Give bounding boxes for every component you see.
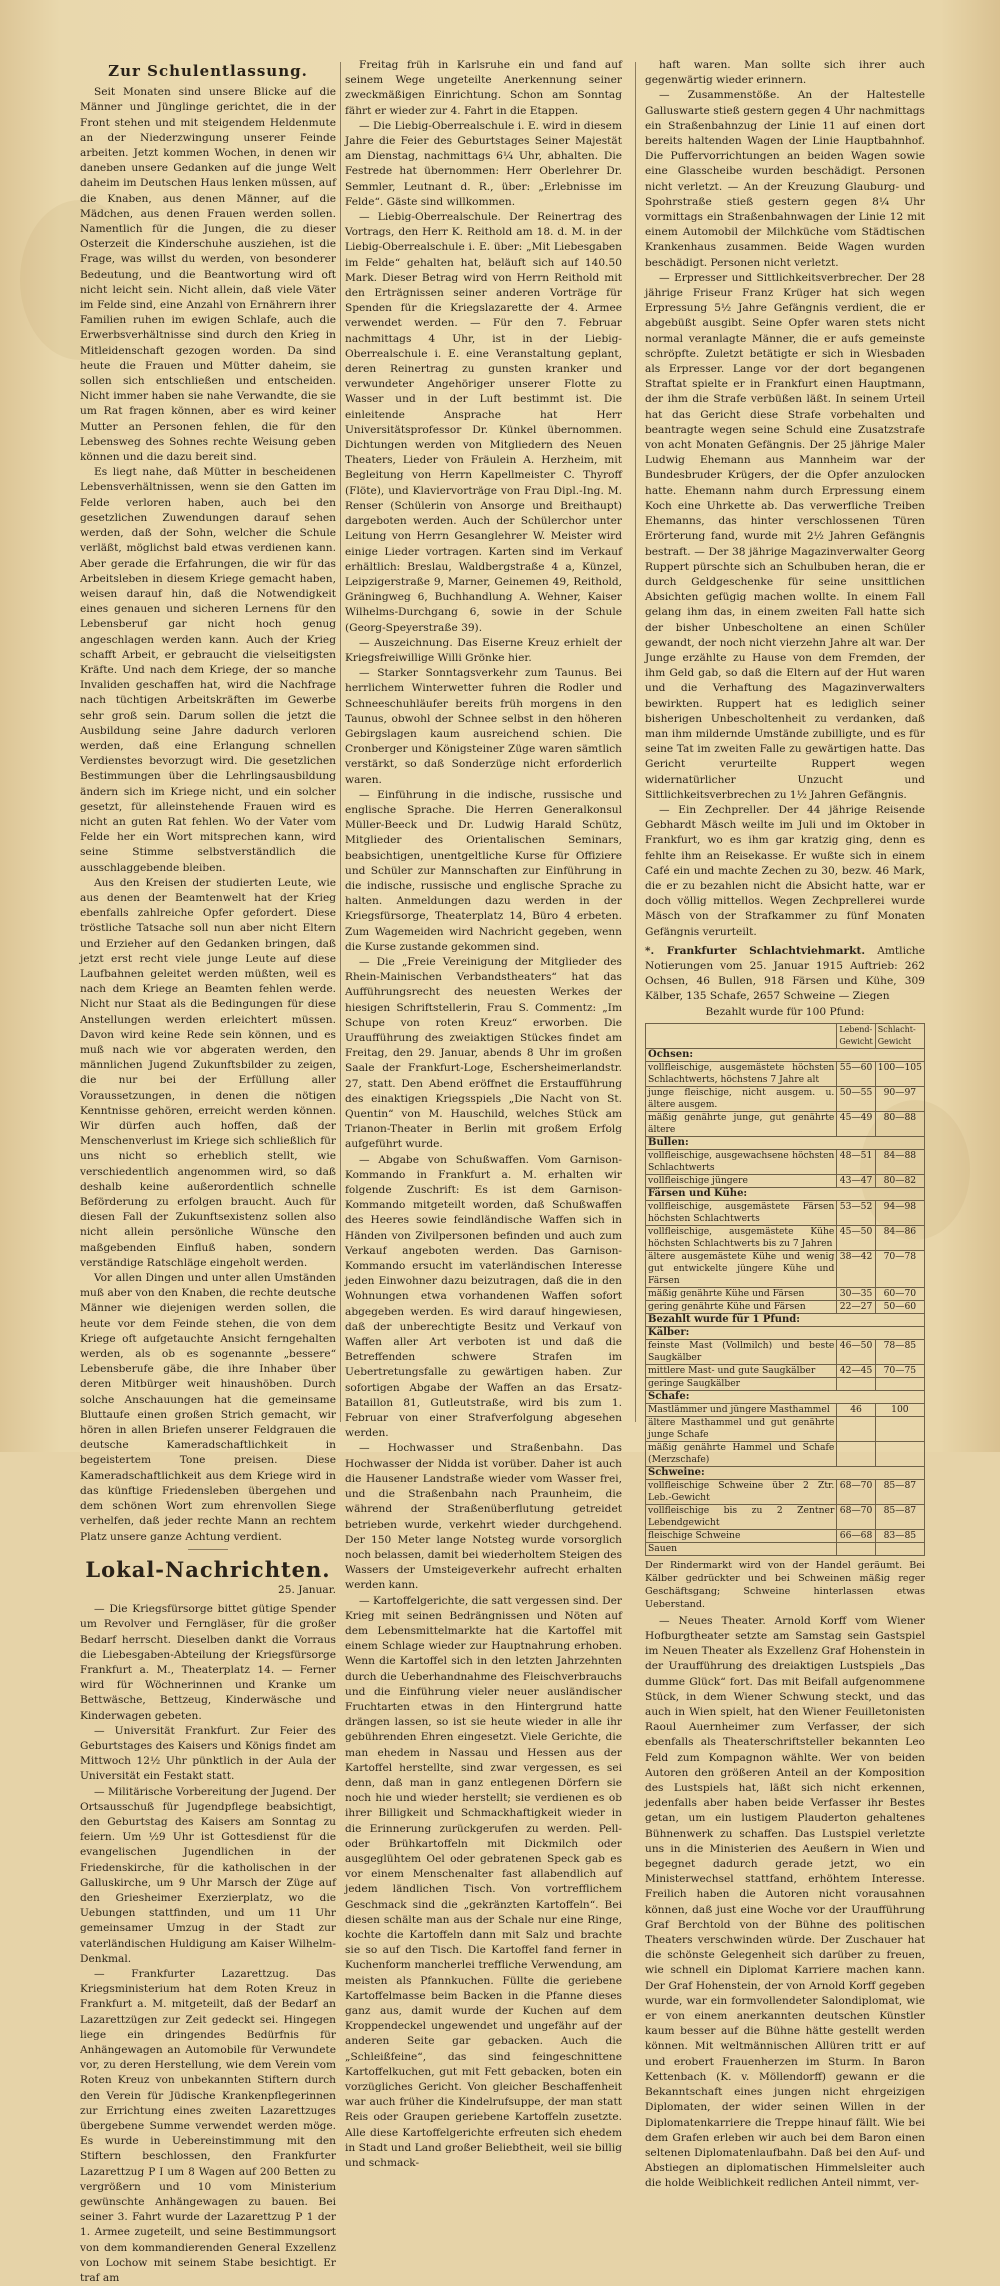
market-title-note: Amtliche Notierungen	[645, 944, 925, 972]
market-row-slaughter-price: 70—75	[875, 1364, 924, 1377]
market-row-slaughter-price: 84—88	[875, 1149, 924, 1174]
market-row-label: mäßig genährte junge, gut genährte ältere	[646, 1111, 837, 1136]
market-row	[646, 1174, 925, 1187]
news-item: — Die Kriegsfürsorge bittet gütige Spender um Revolver und Ferngläser, für die großer Bedarf herrscht. Dieselben dankt die Vorraus die Liebesgaben-Abteilung der Kriegsfürsorge Frankfurt a. M., Theaterplatz 14. — Ferner wird für Wöchnerinnen und Kranke um Bettwäsche, Bettzeug, Kinderwäsche und Kinderwagen gebeten.	[80, 1603, 336, 1722]
market-row	[646, 1542, 925, 1555]
market-section-title: Schafe:	[646, 1390, 925, 1403]
market-section-row	[646, 1313, 925, 1326]
column-rule	[340, 62, 341, 1422]
market-col-category	[646, 1023, 837, 1048]
market-row-slaughter-price: 80—82	[875, 1174, 924, 1187]
market-row-slaughter-price: 90—97	[875, 1086, 924, 1111]
market-row-slaughter-price: 50—60	[875, 1300, 924, 1313]
news-item: — Abgabe von Schußwaffen. Vom Garnison-Kommando in Frankfurt a. M. erhalten wir folgende Zuschrift: Es ist dem Garnison-Kommando mitgeteilt worden, daß Schußwaffen des Heeres sowie feindländische Waffen sich in Händen von Zivilpersonen befinden und auch zum Verkauf angeboten werden. Das Garnison-Kommando ersucht im vaterländischen Interesse jeden Einwohner dazu beizutragen, daß die in den Wohnungen etwa vorhandenen Waffen sofort abgegeben werden. Es wird darauf hingewiesen, daß der unberechtigte Besitz und Verkauf von Waffen aller Art verboten ist und daß die Betreffenden schwere Strafen im Uebertretungsfalle zu gewärtigen haben. Zur sofortigen Abgabe der Waffen an das Ersatz-Bataillon 81, Gutleutstraße, wird bis zum 1. Februar von einer Strafverfolgung abgesehen werden.	[345, 1153, 622, 1440]
market-row-live-price	[837, 1377, 875, 1390]
market-row-live-price: 42—45	[837, 1364, 875, 1377]
market-row-slaughter-price: 80—88	[875, 1111, 924, 1136]
market-row-live-price	[837, 1416, 875, 1441]
market-row-label: vollfleischige, ausgemästete Kühe höchsten Schlachtwerts bis zu 7 Jahren	[646, 1225, 837, 1250]
market-col-live-weight: Lebend-Gewicht	[837, 1023, 875, 1048]
market-row-live-price	[837, 1542, 875, 1555]
column-1	[80, 58, 336, 2285]
market-row-live-price: 68—70	[837, 1504, 875, 1529]
news-item: — Die Liebig-Oberrealschule i. E. wird in diesem Jahre die Feier des Geburtstages Seiner Majestät am Dienstag, nachmittags 6¼ Uhr, abhalten. Die Festrede hat übernommen: Herr Oberlehrer Dr. Semmler, Leutnant d. R., über: „Erlebnisse im Felde“. Gäste sind willkommen.	[345, 119, 622, 208]
market-section-row	[646, 1187, 925, 1200]
paragraph: Aus den Kreisen der studierten Leute, wie aus denen der Beamtenwelt hat der Krieg ebenfalls zahlreiche Opfer gefordert. Diese tröstliche Tatsache soll nun aber nicht Eltern und Erzieher auf den Gedanken bringen, daß jetzt erst recht viele junge Leute auf diese Laufbahnen geleitet werden müßten, weil es nach dem Kriege an Beamten fehlen werde. Nicht nur Staat als die Bedingungen für diese Anstellungen werden erleichtert müssen. Davon wird keine Rede sein können, und es muß nach wie vor abgeraten werden, den männlichen Jugend Zukunftsbilder zu zeigen, die nur bei der Erfüllung aller Voraussetzungen, in denen die nötigen Kenntnisse gehören, erreicht werden können. Wir dürfen auch hoffen, daß der Menschenverlust im Kriege sich schließlich für uns nicht so erheblich stellt, wie verschiedentlich angenommen wird, so daß deshalb keine außerordentlich schnelle Beförderung zu erfolgen braucht. Auch für diesen Fall der Zukunftsexistenz sollen also nicht allein persönliche Wünsche den maßgebenden Einfluß haben, sondern verständige Ratschläge eingeholt werden.	[80, 876, 336, 1269]
market-section-title: Schweine:	[646, 1466, 925, 1479]
news-item: — Hochwasser und Straßenbahn. Das Hochwasser der Nidda ist vorüber. Daher ist auch die Hausener Landstraße wieder vom Wasser frei, und die Straßenbahn nach Praunheim, die während der Straßenüberflutung getreidet betrieben wurde, verkehrt wieder durchgehend. Der 150 Meter lange Notsteg wurde vorsorglich noch belassen, damit bei wiederholtem Steigen des Wassers der Umsteigeverkehr aufrecht erhalten werden kann.	[345, 1442, 623, 1592]
market-row-label: fleischige Schweine	[646, 1529, 837, 1542]
market-section-row	[646, 1136, 925, 1149]
news-item: — Zusammenstöße. An der Haltestelle Galluswarte stieß gestern gegen 4 Uhr nachmittags ein Straßenbahnzug der Linie 11 auf einen dort bereits haltenden Wagen der Linie Hauptbahnhof. Die Puffervorrichtungen an beiden Wagen sowie eine Glasscheibe wurden beschädigt. Personen nicht verletzt. — An der Kreuzung Glauburg- und Spohrstraße stieß gestern gegen 8¼ Uhr vormittags ein Straßenbahnwagen der Linie 12 mit einem Automobil der Milchküche vom Städtischen Krankenhaus zusammen. Beide Wagen wurden beschädigt. Personen nicht verletzt.	[645, 89, 925, 269]
market-row-slaughter-price: 70—78	[875, 1250, 924, 1287]
news-item: — Kartoffelgerichte, die satt vergessen sind. Der Krieg mit seinen Bedrängnissen und Nöten auf dem Lebensmittelmarkte hat die Kartoffel mit einem Schlage wieder zur Hauptnahrung erhoben. Wenn die Kartoffel sich in den letzten Jahrzehnten durch die Ueberhandnahme des Fleischverbrauchs und die Einführung vieler neuer ausländischer Fruchtarten etwas in den Hintergrund hatte drängen lassen, so ist sie heute wieder in alle ihr gebührenden Ehren eingesetzt. Viele Gerichte, die man ehedem in Nassau und Hessen aus der Kartoffel herstellte, sind zwar vergessen, es sei denn, daß man in ganz entlegenen Dörfern sie noch hie und wieder herstellt; sie verdienen es ob ihrer Billigkeit und Schmackhaftigkeit wieder in die Erinnerung zurückgerufen zu werden. Pell- oder Brühkartoffeln mit Dickmilch oder ausgeglühtem Oel oder gebratenen Speck gab es vor einem Menschenalter fast allabendlich auf jedem ländlichen Tisch. Von vortrefflichem Geschmack sind die „gekränzten Kartoffeln“. Bei diesen schälte man aus der Schale nur eine Ringe, kochte die Kartoffeln dann mit Salz und brachte sie so auf den Tisch. Die Kartoffel fand ferner in Kuchenform mancherlei treffliche Verwendung, am meisten als Pfannkuchen. Füllte die geriebene Kartoffelmasse beim Backen in die Pfanne dieses ganz aus, damit wurde der Kuchen auf dem Kroppendeckel ungewendet und ungefähr auf der anderen Seite gar gebacken. Auch die „Schleißfeine“, das sind feingeschnittene Kartoffelkuchen, gut mit Fett gebacken, boten ein vorzügliches Gericht. Von gleicher Beschaffenheit war auch früher die Kindelrufsuppe, der man statt Reis oder Graupen geriebene Kartoffeln zusetzte. Alle diese Kartoffelgerichte erfreuten sich ehedem in Stadt und Land großer Beliebtheit, weil sie billig und schmack-	[345, 1594, 622, 2170]
market-row	[646, 1416, 925, 1441]
paragraph: Es liegt nahe, daß Mütter in bescheidenen Lebensverhältnissen, wenn sie den Gatten im Felde verloren haben, auch bei den gesetzlichen Zuwendungen darauf sehen werden, daß der Sohn, welcher die Schule verläßt, möglichst bald etwas verdienen kann. Aber gerade die Erfahrungen, die wir für das Arbeitsleben in diesem Kriege gemacht haben, weisen darauf hin, daß die Notwendigkeit eines genauen und sicheren Lernens für den Lebensberuf gar nicht hoch genug angeschlagen werden kann. Auch der Krieg schafft Arbeit, er gebraucht die vielseitigsten Kräfte. Und nach dem Kriege, der so manche Invaliden geschaffen hat, wird die Nachfrage nach tüchtigen Arbeitskräften im Gewerbe sehr groß sein. Darum sollen die jetzt die Ausbildung seine Jahre dadurch verloren werden, daß eine Erlangung schnellen Verdienstes bevorzugt wird. Die gesetzlichen Bestimmungen über die Lehrlingsausbildung ändern sich im Kriege nicht, und ein solcher gesetzt, für alleinstehende Frauen wird es nicht an guten Rat fehlen. Wo der Vater vom Felde her ein Wort mitsprechen kann, wird seine Stimme selbstverständlich die ausschlaggebende bleiben.	[80, 466, 336, 874]
market-row-live-price: 30—35	[837, 1287, 875, 1300]
news-item: Freitag früh in Karlsruhe ein und fand auf seinem Wege ungeteilte Anerkennung seiner zweckmäßigen Einrichtung. Schon am Sonntag fährt er wieder zur 4. Fahrt in die Etappen.	[345, 59, 622, 117]
market-row-slaughter-price	[875, 1441, 924, 1466]
market-row-slaughter-price: 84—86	[875, 1225, 924, 1250]
market-row-slaughter-price: 85—87	[875, 1479, 924, 1504]
market-row	[646, 1300, 925, 1313]
market-note: Der Rindermarkt wird von der Handel geräumt. Bei Kälber gedrückter und bei Schweinen mäßig reger Geschäftsgang; Schweine hinterlassen etwas Ueberstand.	[645, 1559, 925, 1610]
market-row-label: ältere Masthammel und gut genährte junge Schafe	[646, 1416, 837, 1441]
market-row	[646, 1149, 925, 1174]
market-row-slaughter-price: 78—85	[875, 1339, 924, 1364]
market-table-header	[646, 1023, 925, 1048]
article-heading-schulentlassung: Zur Schulentlassung.	[108, 62, 308, 80]
market-row-label: mäßig genährte Kühe und Färsen	[646, 1287, 837, 1300]
market-row	[646, 1479, 925, 1504]
news-item: — Liebig-Oberrealschule. Der Reinertrag des Vortrags, den Herr K. Reithold am 18. d. M. in der Liebig-Oberrealschule i. E. über: „Mit Liebesgaben im Felde“ gehalten hat, beläuft sich auf 140.50 Mark. Dieser Betrag wird von Herrn Reithold mit den Erträgnissen seiner anderen Vorträge für Spenden für die Kriegslazarette der 4. Armee verwendet werden. — Für den 7. Februar nachmittags 4 Uhr, ist in der Liebig-Oberrealschule i. E. eine Veranstaltung geplant, deren Reinertrag zu gunsten kranker und verwundeter Angehöriger unserer Flotte zu Wasser und in der Luft bestimmt ist. Die einleitende Ansprache hat Herr Universitätsprofessor Dr. Künkel übernommen. Dichtungen werden von Mitgliedern des Neuen Theaters, Lieder von Fräulein A. Herzheim, mit Begleitung von Herrn Kapellmeister C. Thyroff (Flöte), und Klaviervorträge von Frau Dipl.-Ing. M. Renser (Schülerin von Ansorge und Breithaupt) dargeboten werden. Auch der Schülerchor unter Leitung von Herrn Gesanglehrer W. Meister wird einige Lieder vortragen. Karten sind im Verkauf erhältlich: Breslau, Waldbergstraße 4 a, Künzel, Leipzigerstraße 9, Marner, Geinemen 49, Reithold, Gräningweg 6, Buchhandlung A. Wehner, Kaiser Wilhelms-Durchgang 6, sowie in der Schule (Georg-Speyerstraße 39).	[345, 211, 622, 634]
market-row-label: junge fleischige, nicht ausgem. u. ältere ausgem.	[646, 1086, 837, 1111]
section-date: 25. Januar.	[277, 1583, 336, 1596]
market-row-slaughter-price: 60—70	[875, 1287, 924, 1300]
market-row-label: vollfleischige, ausgemästete Färsen höchsten Schlachtwerts	[646, 1200, 837, 1225]
market-row-slaughter-price	[875, 1377, 924, 1390]
market-section-row	[646, 1048, 925, 1061]
market-row-label: vollfleischige, ausgemästete höchsten Schlachtwerts, höchstens 7 Jahre alt	[646, 1061, 837, 1086]
market-row-slaughter-price	[875, 1542, 924, 1555]
paragraph: Vor allen Dingen und unter allen Umständen muß aber von den Knaben, die rechte deutsche Männer wie diejenigen werden sollen, die heute vor dem Feinde stehen, die von dem Kriege oft aufgetauchte Ansicht ferngehalten werden, als ob es sogenannte „bessere“ Lebensberufe gäbe, die ihre Inhaber über deren Mitbürger weit hinaushöben. Durch solche Anschauungen hat die gemeinsame Bluttaufe einen großen Strich gemacht, wir hören in allen Briefen unserer Feldgrauen die deutsche Kameradschaftlichkeit in begeistertem Tone preisen. Diese Kameradschaftlichkeit aus dem Kriege wird in das künftige Friedensleben übergehen und dem schönen Wort zum ehrenvollen Siege verhelfen, daß jeder rechte Mann an rechtem Platz unsere ganze Achtung verdient.	[80, 1272, 336, 1543]
news-item: — Universität Frankfurt. Zur Feier des Geburtstages des Kaisers und Königs findet am Mittwoch 12½ Uhr pünktlich in der Aula der Universität ein Festakt statt.	[80, 1724, 336, 1783]
market-price-table	[645, 1023, 925, 1556]
market-row-label: ältere ausgemästete Kühe und wenig gut entwickelte jüngere Kühe und Färsen	[646, 1250, 837, 1287]
market-row-label: mittlere Mast- und gute Saugkälber	[646, 1364, 837, 1377]
market-heading	[645, 944, 925, 1005]
market-col-slaughter-weight: Schlacht-Gewicht	[875, 1023, 924, 1048]
news-item: haft waren. Man sollte sich ihrer auch gegenwärtig wieder erinnern.	[645, 59, 925, 87]
market-row	[646, 1287, 925, 1300]
news-item: — Einführung in die indische, russische und englische Sprache. Die Herren Generalkonsul Müller-Beeck und Dr. Ludwig Harald Schütz, Mitglieder des Orientalischen Seminars, beabsichtigen, unentgeltliche Kurse für Offiziere und Schüler zur Mannschaften zur Einführung in die indische, russische und englische Sprache zu halten. Anmeldungen dazu werden in der Kriegsfürsorge, Theaterplatz 14, Büro 4 erbeten. Zum Wagemeiden wird Nachricht gegeben, wenn die Kurse zustande gekommen sind.	[345, 788, 622, 953]
market-row	[646, 1377, 925, 1390]
market-section-title: Kälber:	[646, 1326, 925, 1339]
market-row-label: vollfleischige, ausgewachsene höchsten Schlachtwerts	[646, 1149, 837, 1174]
market-section-title: Ochsen:	[646, 1048, 925, 1061]
market-row-slaughter-price: 94—98	[875, 1200, 924, 1225]
market-row-label: Mastlämmer und jüngere Masthammel	[646, 1403, 837, 1416]
news-item: — Starker Sonntagsverkehr zum Taunus. Bei herrlichem Winterwetter fuhren die Rodler und Schneeschuhläufer bereits früh morgens in den Taunus, obwohl der Schnee selbst in den höheren Gebirgslagen kaum ausreichend schien. Die Cronberger und Königsteiner Züge waren sämtlich verstärkt, so daß Sonderzüge nicht erforderlich waren.	[345, 667, 622, 786]
news-item: — Auszeichnung. Das Eiserne Kreuz erhielt der Kriegsfreiwillige Willi Grönke hier.	[345, 636, 622, 664]
market-row	[646, 1225, 925, 1250]
market-title: *. Frankfurter Schlachtviehmarkt.	[645, 944, 866, 957]
market-row	[646, 1529, 925, 1542]
section-divider	[188, 1549, 228, 1550]
market-row-label: Sauen	[646, 1542, 837, 1555]
market-row-slaughter-price: 100—105	[875, 1061, 924, 1086]
market-row	[646, 1111, 925, 1136]
market-row-live-price: 50—55	[837, 1086, 875, 1111]
market-section-title: Färsen und Kühe:	[646, 1187, 925, 1200]
column-3	[645, 58, 925, 2190]
market-row-live-price: 22—27	[837, 1300, 875, 1313]
market-section-title: Bezahlt wurde für 1 Pfund:	[646, 1313, 925, 1326]
market-row-live-price: 55—60	[837, 1061, 875, 1086]
market-row-live-price: 53—52	[837, 1200, 875, 1225]
news-item: — Neues Theater. Arnold Korff vom Wiener Hofburgtheater setzte am Samstag sein Gastspiel im Neuen Theater als Exzellenz Graf Hohenstein in der Uraufführung des dreiaktigen Lustspiels „Das dumme Glück“ fort. Das mit Beifall aufgenommene Stück, in dem Wiener Schwung steckt, und das auch in Wien spielt, hat den Wiener Feuilletonisten Raoul Auernheimer zum Verfasser, der sich ebenfalls als Theaterschriftsteller bekannten Leo Feld zum Kompagnon wählte. Wer von beiden Autoren den größeren Anteil an der Komposition des Lustspiels hat, läßt sich nicht erkennen, jedenfalls aber haben beide Verfasser ihr Bestes getan, um ein lustigem Plauderton gehaltenes Bühnenwerk zu schaffen. Das Lustspiel verletzte uns in die Ministerien des Aeußern in Wien und begegnet dadurch gerade jetzt, wo ein Ministerwechsel stattfand, erhöhtem Interesse. Freilich haben die Autoren nicht vorausahnen können, daß just eine Woche vor der Uraufführung Graf Berchtold von der Bühne des politischen Theaters verschwinden würde. Der Zuschauer hat die schönste Gelegenheit sich darüber zu freuen, wie schnell ein Diplomat Karriere machen kann. Der Graf Hohenstein, der von Arnold Korff gegeben wurde, war ein formvollendeter Salondiplomat, wie er von einem anerkannten deutschen Künstler kaum besser auf die Bühne hätte gestellt werden können. Mit weltmännischen Allüren tritt er auf und erobert Frauenherzen im Sturm. In Baron Kettenbach (K. v. Möllendorff) gewann er die Bekanntschaft eines jungen nicht ehrgeizigen Diplomaten, der wider seinen Willen in der Diplomatenkarriere die Treppe hinauf fällt. Wie bei dem Grafen erleben wir auch bei dem Baron einen seltenen Diplomatenlaufbahn. Daß bei den Auf- und Abstiegen an diplomatischen Himmelsleiter auch die holde Weiblichkeit redlichen Anteil nimmt, ver-	[645, 1614, 925, 2190]
market-row-label: vollfleischige jüngere	[646, 1174, 837, 1187]
news-item: — Die „Freie Vereinigung der Mitglieder des Rhein-Mainischen Verbandstheaters“ hat das Aufführungsrecht des neuesten Werkes der hiesigen Schriftstellerin, Frau S. Commentz: „Im Schupe von roten Kreuz“ erworben. Die Uraufführung des zweiaktigen Stückes findet am Freitag, den 29. Januar, abends 8 Uhr im großen Saale der Frankfurt-Loge, Eschersheimerlandstr. 27, statt. Den Abend eröffnet die Erstaufführung des einaktigen Kriegsspiels „Die Nacht von St. Quentin“ von M. Hauschild, welches Stück am Trianon-Theater in Berlin mit großem Erfolg aufgeführt wurde.	[345, 955, 622, 1151]
market-row	[646, 1061, 925, 1086]
column-rule	[635, 62, 636, 1422]
market-row	[646, 1086, 925, 1111]
market-section-row	[646, 1326, 925, 1339]
market-row-live-price: 46—50	[837, 1339, 875, 1364]
section-heading-lokal-nachrichten: Lokal-Nachrichten.	[85, 1556, 331, 1582]
news-item: — Militärische Vorbereitung der Jugend. Der Ortsausschuß für Jugendpflege beabsichtigt, den Geburtstag des Kaisers am Sonntag zu feiern. Um ½9 Uhr ist Gottesdienst für die evangelischen Jugendlichen in der Friedenskirche, für die katholischen in der Galluskirche, um 9 Uhr Marsch der Züge auf den Griesheimer Exerzierplatz, wo die Uebungen stattfinden, und um 11 Uhr gemeinsamer Umzug in der Stadt zur vaterländischen Huldigung am Kaiser Wilhelm-Denkmal.	[80, 1785, 336, 1965]
market-row-label: vollfleischige bis zu 2 Zentner Lebendgewicht	[646, 1504, 837, 1529]
market-section-row	[646, 1466, 925, 1479]
market-row-label: gering genährte Kühe und Färsen	[646, 1300, 837, 1313]
market-row-live-price: 45—50	[837, 1225, 875, 1250]
market-row-label: vollfleischige Schweine über 2 Ztr. Leb.-Gewicht	[646, 1479, 837, 1504]
paragraph: Seit Monaten sind unsere Blicke auf die Männer und Jünglinge gerichtet, die in der Front stehen und mit steigendem Heldenmute an der Niederzwingung unserer Feinde arbeiten. Jetzt kommen Wochen, in denen wir daneben unsere Gedanken auf die junge Welt daheim im Deutschen Haus lenken müssen, auf die Knaben, aus denen Männer, auf die Mädchen, aus denen Frauen werden sollen. Namentlich für die Jungen, die zu dieser Osterzeit die Kinderschuhe ausziehen, ist die Frage, was willst du werden, von besonderer Bedeutung, und die Beantwortung wird oft nicht leicht sein. Nicht allein, daß viele Väter im Felde sind, eine Anzahl von Ernährern ihrer Familien ruhen im ewigen Schlafe, auch die Erwerbsverhältnisse sind durch den Krieg in Mitleidenschaft gezogen worden. Da sind heute die Frauen und Mütter daheim, sie sollen sich entschließen und entscheiden. Nicht immer haben sie nahe Verwandte, die sie um Rat fragen können, aber es wird keiner Mutter an Personen fehlen, die für den Lebensweg des Sohnes rechte Weisung geben können und die dazu bereit sind.	[80, 86, 336, 464]
market-row-label: feinste Mast (Vollmilch) und beste Saugkälber	[646, 1339, 837, 1364]
market-row-label: geringe Saugkälber	[646, 1377, 837, 1390]
market-row-slaughter-price: 83—85	[875, 1529, 924, 1542]
market-subhead: Bezahlt wurde für 100 Pfund:	[705, 1005, 865, 1018]
market-row	[646, 1339, 925, 1364]
market-row-slaughter-price: 85—87	[875, 1504, 924, 1529]
market-row	[646, 1504, 925, 1529]
market-row	[646, 1364, 925, 1377]
market-row-live-price: 45—49	[837, 1111, 875, 1136]
market-section-row	[646, 1390, 925, 1403]
market-row-slaughter-price: 100	[875, 1403, 924, 1416]
market-row-live-price	[837, 1441, 875, 1466]
market-row-live-price: 66—68	[837, 1529, 875, 1542]
column-2	[345, 58, 623, 2170]
news-item: — Ein Zechpreller. Der 44 jährige Reisende Gebhardt Mäsch weilte im Juli und im Oktober in Frankfurt, wo es ihm gar kratzig ging, denn es fehlte ihm an Reisekasse. Er wußte sich in einem Café ein und machte Zechen zu 30, bezw. 46 Mark, die er zu bezahlen nicht die Absicht hatte, war er doch völlig mittellos. Wegen Zechprellerei wurde Mäsch von der Strafkammer zu fünf Monaten Gefängnis verurteilt.	[645, 803, 925, 938]
market-row	[646, 1403, 925, 1416]
news-item: — Frankfurter Lazarettzug. Das Kriegsministerium hat dem Roten Kreuz in Frankfurt a. M. mitgeteilt, daß der Bedarf an Lazarettzügen zur Zeit gedeckt sei. Hingegen liege ein dringendes Bedürfnis für Anhängewagen an Automobile für Verwundete vor, zu deren Herstellung, wie dem Verein vom Roten Kreuz von unbekannten Stiftern durch den Verein für Jüdische Krankenpflegerinnen zur Errichtung eines zweiten Lazarettzuges übergebene Summe verwendet werden möge. Es wurde in Uebereinstimmung mit den Stiftern beschlossen, den Frankfurter Lazarettzug P I um 8 Wagen auf 200 Betten zu vergrößern und 10 vom Ministerium gewünschte Anhängewagen zu bauen. Bei seiner 3. Fahrt wurde der Lazarettzug P 1 der 1. Armee zugeteilt, und seine Bestimmungsort von dem kommandierenden General Exzellenz von Lochow mit seinem Stabe besichtigt. Er traf am	[80, 1967, 336, 2285]
market-intro: vom 25. Januar 1915 Auftrieb: 262 Ochsen, 46 Bullen, 918 Färsen und Kühe, 309 Kälber, 135 Schafe, 2657 Schweine — Ziegen	[645, 959, 925, 1003]
market-section-title: Bullen:	[646, 1136, 925, 1149]
market-row	[646, 1250, 925, 1287]
market-row-label: mäßig genährte Hammel und Schafe (Merzschafe)	[646, 1441, 837, 1466]
market-row-live-price: 46	[837, 1403, 875, 1416]
market-row-live-price: 68—70	[837, 1479, 875, 1504]
news-item: — Erpresser und Sittlichkeitsverbrecher. Der 28 jährige Friseur Franz Krüger hat sich wegen Erpressung 5½ Jahre Gefängnis verdient, die er abgebüßt ausgibt. Seine Opfer waren stets nicht normal veranlagte Männer, die er aufs gemeinste schröpfte. Zuletzt betätigte er sich in Wiesbaden als Erpresser. Lange vor der dort begangenen Straftat spielte er in Frankfurt einen Hauptmann, der ihm die Strafe verbüßen läßt. In seinem Urteil hat das Gericht diese Strafe vorbehalten und beantragte wegen seine Schuld eine Zusatzstrafe von acht Monaten Gefängnis. Der 25 jährige Maler Ludwig Ehemann aus Mannheim war der Bundesbruder Krügers, der die Opfer anzulocken hatte. Ehemann nahm durch Erpressung einem Koch eine Uhrkette ab. Das verwerfliche Treiben Ehemanns, das hinter verschlossenen Türen Erörterung fand, wurde mit 2½ Jahren Gefängnis bestraft. — Der 38 jährige Magazinverwalter Georg Ruppert pürschte sich an Schulbuben heran, die er durch Geldgeschenke für seine unsittlichen Absichten gefügig machen wollte. In einem Fall gelang ihm das, in einem zweiten Fall hatte sich der bisher Unbescholtene an einen Schüler gewandt, der noch nicht vierzehn Jahre alt war. Der Junge erzählte zu Hause von dem Fremden, der ihm Geld gab, so daß die Eltern auf der Hut waren und die Verhaftung des Magazinverwalters bewirkten. Ruppert hat es lediglich seiner bisherigen Unbescholtenheit zu verdanken, daß man ihm mildernde Umstände zubilligte, und es für seine Tat im zweiten Falle zu gewärtigen hatte. Das Gericht verurteilte Ruppert wegen widernatürlicher Unzucht und Sittlichkeitsverbrechen zu 1½ Jahren Gefängnis.	[645, 271, 925, 801]
market-row-slaughter-price	[875, 1416, 924, 1441]
market-row-live-price: 43—47	[837, 1174, 875, 1187]
market-table-body	[646, 1048, 925, 1555]
market-row	[646, 1441, 925, 1466]
market-row-live-price: 48—51	[837, 1149, 875, 1174]
market-row	[646, 1200, 925, 1225]
market-row-live-price: 38—42	[837, 1250, 875, 1287]
